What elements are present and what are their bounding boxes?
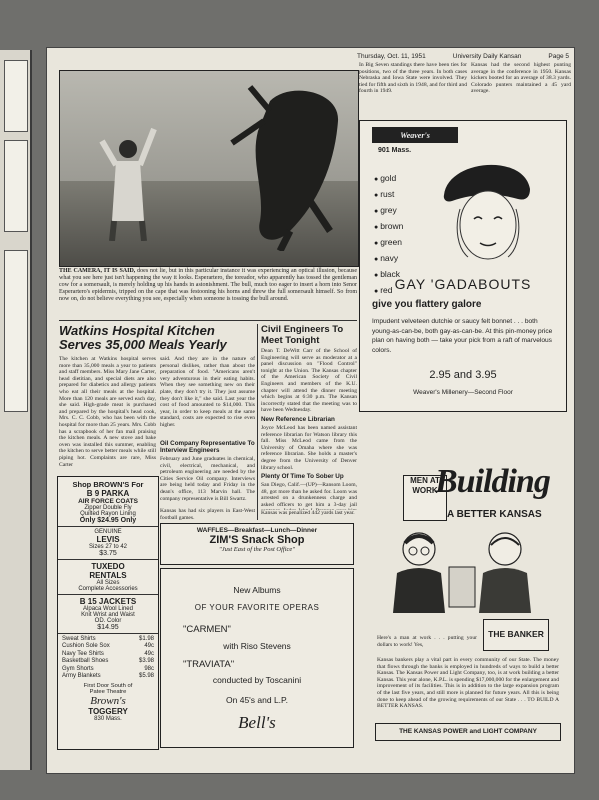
caption-lead: THE CAMERA, IT IS SAID, [59,268,136,274]
browns-jacket-price: $14.95 [58,624,158,634]
weavers-ad [359,120,567,412]
browns-zipper: Zipper Double Fly [84,505,132,511]
sober-text: San Diego, Calif.—(UP)—Ransom Loom, 48, got more than he asked for. Loom was arrested on a drunkenness charge and asked officers to get him a 3-day jail [261,482,357,508]
newspaper-page [46,47,575,774]
browns-tuxedo: TUXEDO [91,562,125,571]
browns-logo: Brown's [90,695,126,708]
color-item: ● brown [374,219,403,235]
color-item: ● black [374,267,403,283]
zims-snack-shop-ad [160,523,354,565]
adjacent-page-block [4,140,28,232]
kpl-company: THE KANSAS POWER and LIGHT COMPANY [375,723,561,741]
men-illustration [379,523,555,613]
zims-top: WAFFLES—Breakfast—Lunch—Dinner [196,527,318,534]
browns-rentals: RENTALS [89,571,127,580]
browns-od: OD. Color [94,618,122,624]
adjacent-page-block [4,250,28,412]
browns-address: 830 Mass. [94,716,122,723]
bells-logo: Bell's [238,713,276,732]
adjacent-page-block [4,60,28,132]
browns-parka: B 9 PARKA [86,489,130,498]
color-item: ● red [374,283,403,299]
football-item: Kansas has had six players in East-West football games. [160,508,255,521]
header-date: Thursday, Oct. 11, 1951 [357,53,426,60]
browns-toggery: TOGGERY [88,707,128,717]
standings-item: In Big Seven standings there have been ties for positions, two of the three years. In both cases Nebraska and Iowa State were involved. They tied for fifth and sixth in 1948, and for third and fourth in 1949. [359,62,467,95]
building-headline: Building [435,463,550,500]
header-page: Page 5 [548,53,569,60]
price-row: Navy Tee Shirts 49c [62,650,154,657]
bells-opera1: "CARMEN" [183,624,231,635]
bells-conductor: conducted by Toscanini [212,675,302,685]
browns-accessories: Complete Accessories [58,586,158,595]
better-kansas-subhead: A BETTER KANSAS [447,509,542,520]
flattery-tagline: give you flattery galore [372,299,482,310]
bells-format: On 45's and L.P. [226,695,288,705]
browns-parka-price: Only $24.95 Only [58,517,158,527]
browns-shop: Shop BROWN'S For [72,480,144,489]
color-item: ● navy [374,251,403,267]
watkins-col2: said. And they are in the nature of personal dislikes, rather than about the preparation of food. "Americans aren't very adventurous in their eating habits. When they see something new on their plate, they don't try it. They just assume they don't like it," she said. Last year the cost of food amounted to $14,000. This year, in order to keep meals at the same standard, costs are expected to rise even higher. [160,356,255,428]
color-item: ● green [374,235,403,251]
librarian-headline: New Reference Librarian [261,416,335,423]
bells-opera-ad [160,568,354,748]
civil-text: Dean T. DeWitt Carr of the School of Engineering will serve as moderator at a panel discussion on "Flood Control" tonight at the Union. The Kansas chapter of the American Society of Civil Engineers and members of the K.U. chapter will attend the dinner meeting which begins at 6:30 p.m. The Kansan incorrectly stated that the meeting was to have been Wednesday. [261,348,357,414]
color-item: ● rust [374,187,403,203]
caption-text: does not lie, but in this particular instance it was experiencing an optical illusion, because what you see here just isn't happening the way it looks. Esperartero, the toreador, who apparently has tossed the gentleman cow for a somersault, is merely holding up his hands in astonishment. The bull, much too eager to insert a horn into Senor Esperartero's epidermis, tripped on the cape that was festooning his horns and threw the full somersault himself. So from now on, do not believe everything you see, especially when someone is tossing the bull around. [59,268,358,302]
bells-with: with Riso Stevens [223,641,291,651]
weavers-logo: Weaver's [372,127,458,143]
browns-lining: Quilted Rayon Lining [80,511,136,517]
oil-headline: Oil Company Representative To Interview Engineers [160,440,255,454]
page-header [357,53,569,60]
bull-figure [230,81,350,251]
header-paper: University Daily Kansan [452,53,522,60]
price-row: Sweat Shirts $1.98 [62,636,154,642]
price-row: Cushion Sole Sox 49c [62,643,154,650]
bells-line2: OF YOUR FAVORITE OPERAS [194,603,320,612]
weavers-body: Impudent velveteen dutchie or saucy felt bonnet . . . both young-as-can-be, both gay-as-can-be. At this pin-money price plan on having both — take your pick from a raft of marvelous colors. [372,318,553,354]
browns-genuine: GENUINE [94,529,122,535]
browns-price-list [58,634,158,680]
price-row: Army Blankets $5.98 [62,673,154,680]
browns-levis-sizes: Sizes 27 to 42 [88,544,128,550]
browns-theatre: Patee Theatre [89,689,127,696]
watkins-headline: Watkins Hospital Kitchen Serves 35,000 Meals Yearly [59,323,227,352]
browns-all-sizes: All Sizes [96,580,120,586]
bells-line1: New Albums [233,585,281,595]
bullfight-photo [59,70,359,267]
kpl-body: Kansas bankers play a vital part in every community of our State. The money that flows through the banks is employed in hundreds of ways to build a better Kansas. The Kansas Power and Light Company, too, is at work building a better Kansas. This year alone, K.P.L. is spending $17,000,000 for the enlargement and improvement of its facilities. This is in addition to the large expansion program of the last five years, and still more is planned for future years. All this is being done to keep ahead of the growing requirements of our State . . . TO BUILD A BETTER KANSAS. [377,657,559,710]
zims-tag: "Just East of the Post Office" [218,546,296,553]
sober-headline: Plenty Of Time To Sober Up [261,473,344,480]
browns-jackets: B 15 JACKETS [79,597,137,606]
penalty-item: Kansas was penalized 442 yards last year. [261,510,355,516]
men-at-work-sign: MEN AT WORK [403,475,447,521]
browns-levis: LEVIS [96,535,120,544]
weavers-address: 901 Mass. [378,147,412,154]
toreador-figure [98,121,158,241]
browns-toggery-ad [57,476,159,750]
price-row: Basketball Shoes $3.98 [62,658,154,665]
zims-name: ZIM'S Snack Shop [209,534,305,546]
the-banker-label: THE BANKER [483,619,549,651]
kpl-building-kansas-ad [365,423,565,748]
oil-text: February and June graduates in chemical, civil, electrical, mechanical, and petroleum engineering are needed by the Cities Service Oil company. Interviews are being held today and Friday in the dean's office, 113 Marvin hall. The company representative is Bill Swartz. [160,456,255,502]
browns-coats: AIR FORCE COATS [78,498,138,505]
adjacent-page-strip [0,50,32,770]
woman-hat-illustration [438,149,534,267]
gay-gadabouts-title: GAY 'GADABOUTS [394,276,532,292]
color-item: ● grey [374,203,403,219]
kpl-here: Here's a man at work . . . putting your dollars to work! Yes, [377,635,477,648]
weavers-footer: Weaver's Millenery—Second Floor [413,389,513,396]
color-item: ● gold [374,171,403,187]
browns-knit: Knit Wrist and Waist [81,612,135,618]
punting-item: Kansas had the second highest punting average in the conference in 1950. Kansas kickers booted for an average of 38.3 yards. Colorado punters maintained a 45 yard average. [471,62,571,95]
photo-caption [59,268,357,303]
bells-opera2: "TRAVIATA" [183,659,235,670]
watkins-col1: The kitchen at Watkins hospital serves more than 35,000 meals a year to patients and staff members. Miss Mary Jane Carter, head dietitian, and special diets are also prepared for diabetics and allergy patients who eat all their meals at the hospital. More than 120 meals are served each day, she said. High-grade meat is purchased and prepared by the hospital's head cook, Mrs. C. C. Cobb, who has been with the hospital for more than 25 years. Mrs. Cobb has a scrapbook of her fan mail praising the kitchen meals. A new stove and bake oven was installed this summer, enabling the kitchen to serve better meals while still piping hot. Complaints are rare, Miss Carter [59,356,156,468]
librarian-text: Joyce McLeod has been named assistant reference librarian for Watson library this fall. Miss McLeod came from the University of Omaha where she was reference librarian. She holds a master's degree from the University of Denver library school. [261,425,357,471]
weavers-price: 2.95 and 3.95 [429,369,497,381]
browns-levis-price: $3.75 [58,550,158,560]
price-row: Gym Shorts 98c [62,665,154,672]
browns-alpaca: Alpaca Wool Lined [83,606,133,612]
civil-headline: Civil Engineers To Meet Tonight [261,324,344,346]
browns-door: First Door South of [83,683,133,690]
